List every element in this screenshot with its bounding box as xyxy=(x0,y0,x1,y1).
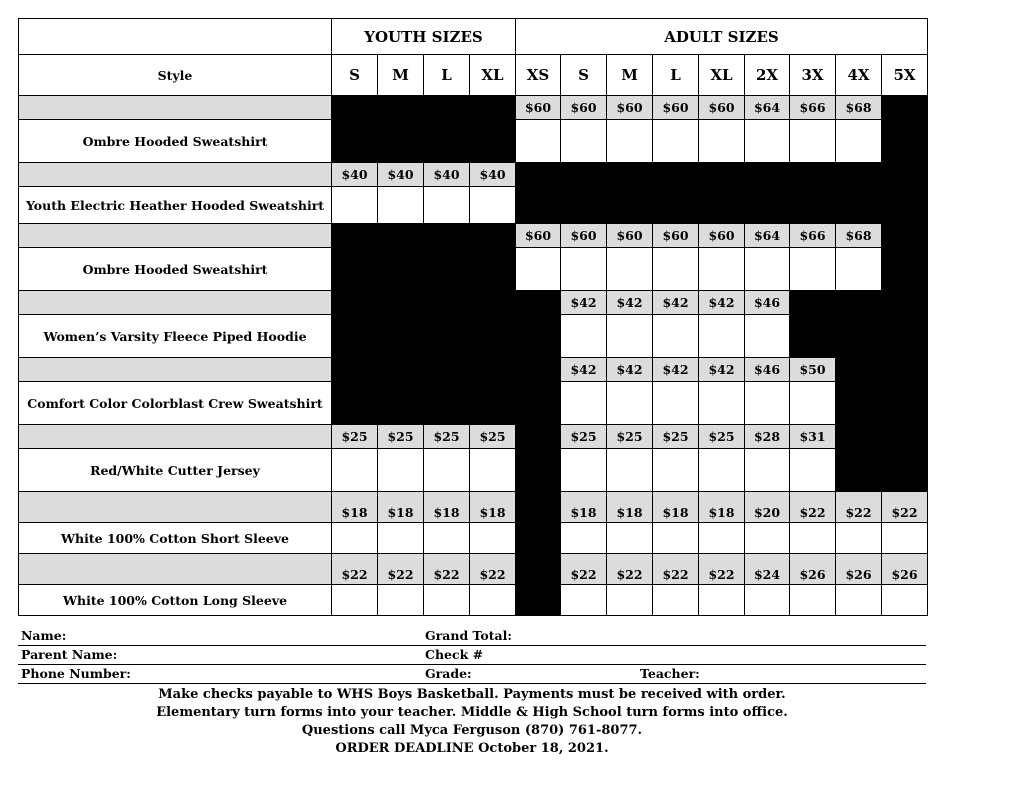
adult-price-cell: $28 xyxy=(745,425,790,449)
price-row-label-cell xyxy=(19,163,332,187)
price-row xyxy=(19,291,928,315)
adult-quantity-entry-cell[interactable] xyxy=(745,382,790,425)
adult-quantity-entry-cell[interactable] xyxy=(882,585,928,616)
name-label: Name: xyxy=(21,628,67,643)
adult-quantity-entry-cell[interactable] xyxy=(607,120,653,163)
unavailable-size-cell xyxy=(607,187,653,224)
grade-label: Grade: xyxy=(425,666,472,681)
item-style-name: White 100% Cotton Long Sleeve xyxy=(19,585,332,616)
phone-number-label: Phone Number: xyxy=(21,666,131,681)
youth-price-cell: $22 xyxy=(470,554,516,585)
blank-header-cell xyxy=(19,19,332,55)
unavailable-size-cell xyxy=(836,291,882,315)
adult-quantity-entry-cell[interactable] xyxy=(745,248,790,291)
unavailable-size-cell xyxy=(516,523,561,554)
youth-quantity-entry-cell[interactable] xyxy=(332,449,378,492)
youth-price-cell: $22 xyxy=(332,554,378,585)
adult-price-cell: $25 xyxy=(607,425,653,449)
adult-price-cell: $60 xyxy=(516,96,561,120)
price-row-label-cell xyxy=(19,291,332,315)
unavailable-size-cell xyxy=(790,187,836,224)
adult-quantity-entry-cell[interactable] xyxy=(561,585,607,616)
order-row xyxy=(19,248,928,291)
adult-price-cell: $46 xyxy=(745,358,790,382)
grand-total-label: Grand Total: xyxy=(425,628,512,643)
unavailable-size-cell xyxy=(516,449,561,492)
unavailable-size-cell xyxy=(882,291,928,315)
adult-price-cell: $42 xyxy=(699,358,745,382)
adult-price-cell: $68 xyxy=(836,224,882,248)
unavailable-size-cell xyxy=(882,120,928,163)
youth-quantity-entry-cell[interactable] xyxy=(378,187,424,224)
adult-quantity-entry-cell[interactable] xyxy=(607,382,653,425)
order-row xyxy=(19,585,928,616)
adult-quantity-entry-cell[interactable] xyxy=(745,315,790,358)
adult-quantity-entry-cell[interactable] xyxy=(790,585,836,616)
order-row xyxy=(19,382,928,425)
unavailable-size-cell xyxy=(332,224,378,248)
youth-quantity-entry-cell[interactable] xyxy=(332,187,378,224)
adult-price-cell: $22 xyxy=(882,492,928,523)
price-row xyxy=(19,224,928,248)
adult-quantity-entry-cell[interactable] xyxy=(836,523,882,554)
youth-price-cell: $18 xyxy=(470,492,516,523)
youth-quantity-entry-cell[interactable] xyxy=(424,523,470,554)
unavailable-size-cell xyxy=(653,163,699,187)
adult-quantity-entry-cell[interactable] xyxy=(653,449,699,492)
unavailable-size-cell xyxy=(470,315,516,358)
unavailable-size-cell xyxy=(516,163,561,187)
unavailable-size-cell xyxy=(378,315,424,358)
adult-quantity-entry-cell[interactable] xyxy=(882,523,928,554)
adult-quantity-entry-cell[interactable] xyxy=(790,120,836,163)
youth-price-cell: $25 xyxy=(378,425,424,449)
adult-size-header: XS xyxy=(516,55,561,96)
unavailable-size-cell xyxy=(378,120,424,163)
unavailable-size-cell xyxy=(424,358,470,382)
adult-quantity-entry-cell[interactable] xyxy=(653,382,699,425)
adult-price-cell: $42 xyxy=(653,291,699,315)
youth-quantity-entry-cell[interactable] xyxy=(378,449,424,492)
youth-price-cell: $40 xyxy=(470,163,516,187)
price-row-label-cell xyxy=(19,96,332,120)
unavailable-size-cell xyxy=(470,291,516,315)
adult-price-cell: $60 xyxy=(561,96,607,120)
unavailable-size-cell xyxy=(882,382,928,425)
group-header-row xyxy=(19,19,928,55)
adult-quantity-entry-cell[interactable] xyxy=(561,120,607,163)
price-row xyxy=(19,425,928,449)
adult-price-cell: $25 xyxy=(561,425,607,449)
youth-price-cell: $25 xyxy=(470,425,516,449)
youth-sizes-heading: YOUTH SIZES xyxy=(332,19,516,55)
price-row-label-cell xyxy=(19,492,332,523)
adult-quantity-entry-cell[interactable] xyxy=(790,248,836,291)
unavailable-size-cell xyxy=(836,425,882,449)
price-row-label-cell xyxy=(19,224,332,248)
price-row-label-cell xyxy=(19,358,332,382)
unavailable-size-cell xyxy=(836,163,882,187)
adult-price-cell: $18 xyxy=(607,492,653,523)
adult-quantity-entry-cell[interactable] xyxy=(653,315,699,358)
teacher-label: Teacher: xyxy=(640,666,700,681)
youth-price-cell: $22 xyxy=(424,554,470,585)
adult-price-cell: $26 xyxy=(836,554,882,585)
youth-price-cell: $22 xyxy=(378,554,424,585)
adult-quantity-entry-cell[interactable] xyxy=(607,585,653,616)
price-row xyxy=(19,554,928,585)
item-style-name: Youth Electric Heather Hooded Sweatshirt xyxy=(19,187,332,224)
youth-quantity-entry-cell[interactable] xyxy=(424,585,470,616)
unavailable-size-cell xyxy=(561,163,607,187)
order-row xyxy=(19,523,928,554)
unavailable-size-cell xyxy=(516,492,561,523)
youth-price-cell: $18 xyxy=(332,492,378,523)
adult-quantity-entry-cell[interactable] xyxy=(699,523,745,554)
price-row xyxy=(19,358,928,382)
unavailable-size-cell xyxy=(332,382,378,425)
adult-size-header: 2X xyxy=(745,55,790,96)
adult-price-cell: $18 xyxy=(561,492,607,523)
adult-quantity-entry-cell[interactable] xyxy=(516,248,561,291)
adult-price-cell: $22 xyxy=(653,554,699,585)
youth-quantity-entry-cell[interactable] xyxy=(470,585,516,616)
adult-quantity-entry-cell[interactable] xyxy=(699,315,745,358)
adult-price-cell: $60 xyxy=(607,96,653,120)
size-header-row xyxy=(19,55,928,96)
unavailable-size-cell xyxy=(424,291,470,315)
adult-quantity-entry-cell[interactable] xyxy=(699,382,745,425)
unavailable-size-cell xyxy=(882,96,928,120)
unavailable-size-cell xyxy=(470,358,516,382)
unavailable-size-cell xyxy=(424,96,470,120)
unavailable-size-cell xyxy=(378,382,424,425)
unavailable-size-cell xyxy=(424,120,470,163)
unavailable-size-cell xyxy=(516,554,561,585)
adult-quantity-entry-cell[interactable] xyxy=(745,585,790,616)
youth-size-header: L xyxy=(424,55,470,96)
price-row xyxy=(19,492,928,523)
youth-size-header: S xyxy=(332,55,378,96)
adult-quantity-entry-cell[interactable] xyxy=(699,248,745,291)
unavailable-size-cell xyxy=(378,358,424,382)
unavailable-size-cell xyxy=(882,358,928,382)
note-questions-contact: Questions call Myca Ferguson (870) 761-8077. xyxy=(301,723,643,738)
unavailable-size-cell xyxy=(424,382,470,425)
unavailable-size-cell xyxy=(882,315,928,358)
adult-size-header: L xyxy=(653,55,699,96)
adult-quantity-entry-cell[interactable] xyxy=(745,523,790,554)
note-order-deadline: ORDER DEADLINE October 18, 2021. xyxy=(335,741,609,756)
adult-quantity-entry-cell[interactable] xyxy=(561,382,607,425)
youth-size-header: XL xyxy=(470,55,516,96)
adult-quantity-entry-cell[interactable] xyxy=(607,248,653,291)
unavailable-size-cell xyxy=(470,224,516,248)
unavailable-size-cell xyxy=(424,248,470,291)
adult-price-cell: $42 xyxy=(561,358,607,382)
adult-quantity-entry-cell[interactable] xyxy=(653,120,699,163)
unavailable-size-cell xyxy=(470,248,516,291)
order-row xyxy=(19,315,928,358)
adult-price-cell: $20 xyxy=(745,492,790,523)
name-line[interactable] xyxy=(18,627,926,646)
adult-quantity-entry-cell[interactable] xyxy=(699,120,745,163)
item-style-name: Ombre Hooded Sweatshirt xyxy=(19,248,332,291)
adult-price-cell: $64 xyxy=(745,96,790,120)
order-row xyxy=(19,120,928,163)
adult-price-cell: $66 xyxy=(790,224,836,248)
order-instructions xyxy=(18,686,926,758)
adult-price-cell: $46 xyxy=(745,291,790,315)
unavailable-size-cell xyxy=(332,248,378,291)
parent-name-line[interactable] xyxy=(18,646,926,665)
adult-price-cell: $60 xyxy=(699,224,745,248)
parent-name-label: Parent Name: xyxy=(21,647,118,662)
price-row xyxy=(19,96,928,120)
adult-quantity-entry-cell[interactable] xyxy=(653,585,699,616)
order-row xyxy=(19,187,928,224)
unavailable-size-cell xyxy=(882,187,928,224)
check-number-label: Check # xyxy=(425,647,484,662)
adult-size-header: 5X xyxy=(882,55,928,96)
unavailable-size-cell xyxy=(607,163,653,187)
youth-price-cell: $25 xyxy=(424,425,470,449)
order-form-table xyxy=(18,18,928,616)
unavailable-size-cell xyxy=(836,449,882,492)
adult-quantity-entry-cell[interactable] xyxy=(561,449,607,492)
unavailable-size-cell xyxy=(516,291,561,315)
adult-price-cell: $68 xyxy=(836,96,882,120)
adult-price-cell: $26 xyxy=(882,554,928,585)
adult-price-cell: $42 xyxy=(561,291,607,315)
unavailable-size-cell xyxy=(882,425,928,449)
adult-size-header: 4X xyxy=(836,55,882,96)
adult-price-cell: $60 xyxy=(561,224,607,248)
unavailable-size-cell xyxy=(470,120,516,163)
adult-size-header: XL xyxy=(699,55,745,96)
unavailable-size-cell xyxy=(332,96,378,120)
youth-price-cell: $18 xyxy=(378,492,424,523)
unavailable-size-cell xyxy=(790,315,836,358)
unavailable-size-cell xyxy=(332,358,378,382)
unavailable-size-cell xyxy=(378,224,424,248)
unavailable-size-cell xyxy=(332,315,378,358)
adult-price-cell: $31 xyxy=(790,425,836,449)
adult-quantity-entry-cell[interactable] xyxy=(653,248,699,291)
adult-price-cell: $42 xyxy=(699,291,745,315)
adult-price-cell: $60 xyxy=(653,96,699,120)
adult-size-header: S xyxy=(561,55,607,96)
unavailable-size-cell xyxy=(882,449,928,492)
unavailable-size-cell xyxy=(516,382,561,425)
adult-quantity-entry-cell[interactable] xyxy=(790,382,836,425)
adult-price-cell: $25 xyxy=(699,425,745,449)
unavailable-size-cell xyxy=(424,315,470,358)
unavailable-size-cell xyxy=(424,224,470,248)
adult-price-cell: $24 xyxy=(745,554,790,585)
adult-quantity-entry-cell[interactable] xyxy=(790,449,836,492)
youth-quantity-entry-cell[interactable] xyxy=(332,523,378,554)
adult-price-cell: $60 xyxy=(699,96,745,120)
unavailable-size-cell xyxy=(516,315,561,358)
unavailable-size-cell xyxy=(790,163,836,187)
unavailable-size-cell xyxy=(378,96,424,120)
adult-price-cell: $42 xyxy=(607,291,653,315)
adult-price-cell: $22 xyxy=(699,554,745,585)
unavailable-size-cell xyxy=(745,163,790,187)
youth-price-cell: $40 xyxy=(332,163,378,187)
adult-quantity-entry-cell[interactable] xyxy=(516,120,561,163)
unavailable-size-cell xyxy=(516,425,561,449)
adult-quantity-entry-cell[interactable] xyxy=(699,585,745,616)
adult-quantity-entry-cell[interactable] xyxy=(745,449,790,492)
youth-price-cell: $25 xyxy=(332,425,378,449)
adult-quantity-entry-cell[interactable] xyxy=(607,449,653,492)
item-style-name: Comfort Color Colorblast Crew Sweatshirt xyxy=(19,382,332,425)
unavailable-size-cell xyxy=(332,120,378,163)
youth-quantity-entry-cell[interactable] xyxy=(378,523,424,554)
unavailable-size-cell xyxy=(790,291,836,315)
style-column-header: Style xyxy=(19,55,332,96)
adult-quantity-entry-cell[interactable] xyxy=(561,248,607,291)
unavailable-size-cell xyxy=(882,224,928,248)
unavailable-size-cell xyxy=(882,163,928,187)
adult-price-cell: $64 xyxy=(745,224,790,248)
item-style-name: White 100% Cotton Short Sleeve xyxy=(19,523,332,554)
adult-quantity-entry-cell[interactable] xyxy=(561,523,607,554)
unavailable-size-cell xyxy=(470,382,516,425)
unavailable-size-cell xyxy=(561,187,607,224)
adult-price-cell: $60 xyxy=(653,224,699,248)
adult-price-cell: $42 xyxy=(607,358,653,382)
unavailable-size-cell xyxy=(516,585,561,616)
phone-line[interactable] xyxy=(18,665,926,684)
adult-quantity-entry-cell[interactable] xyxy=(699,449,745,492)
unavailable-size-cell xyxy=(516,358,561,382)
adult-quantity-entry-cell[interactable] xyxy=(836,120,882,163)
youth-quantity-entry-cell[interactable] xyxy=(470,187,516,224)
adult-quantity-entry-cell[interactable] xyxy=(653,523,699,554)
item-style-name: Red/White Cutter Jersey xyxy=(19,449,332,492)
adult-size-header: M xyxy=(607,55,653,96)
youth-quantity-entry-cell[interactable] xyxy=(470,449,516,492)
youth-size-header: M xyxy=(378,55,424,96)
youth-price-cell: $40 xyxy=(424,163,470,187)
item-style-name: Ombre Hooded Sweatshirt xyxy=(19,120,332,163)
adult-sizes-heading: ADULT SIZES xyxy=(516,19,928,55)
adult-price-cell: $25 xyxy=(653,425,699,449)
adult-price-cell: $22 xyxy=(790,492,836,523)
adult-size-header: 3X xyxy=(790,55,836,96)
note-turn-in-forms: Elementary turn forms into your teacher. Middle & High School turn forms into office. xyxy=(156,705,788,720)
price-row-label-cell xyxy=(19,554,332,585)
adult-price-cell: $60 xyxy=(516,224,561,248)
unavailable-size-cell xyxy=(745,187,790,224)
adult-quantity-entry-cell[interactable] xyxy=(836,248,882,291)
adult-quantity-entry-cell[interactable] xyxy=(790,523,836,554)
unavailable-size-cell xyxy=(836,315,882,358)
unavailable-size-cell xyxy=(378,291,424,315)
adult-quantity-entry-cell[interactable] xyxy=(561,315,607,358)
youth-quantity-entry-cell[interactable] xyxy=(470,523,516,554)
adult-price-cell: $22 xyxy=(561,554,607,585)
adult-quantity-entry-cell[interactable] xyxy=(745,120,790,163)
unavailable-size-cell xyxy=(653,187,699,224)
unavailable-size-cell xyxy=(332,291,378,315)
note-checks-payable: Make checks payable to WHS Boys Basketball. Payments must be received with order. xyxy=(158,687,786,702)
adult-price-cell: $22 xyxy=(607,554,653,585)
order-row xyxy=(19,449,928,492)
youth-quantity-entry-cell[interactable] xyxy=(424,187,470,224)
adult-price-cell: $22 xyxy=(836,492,882,523)
adult-quantity-entry-cell[interactable] xyxy=(607,523,653,554)
unavailable-size-cell xyxy=(470,96,516,120)
youth-price-cell: $18 xyxy=(424,492,470,523)
youth-price-cell: $40 xyxy=(378,163,424,187)
unavailable-size-cell xyxy=(699,163,745,187)
unavailable-size-cell xyxy=(836,382,882,425)
unavailable-size-cell xyxy=(516,187,561,224)
adult-quantity-entry-cell[interactable] xyxy=(836,585,882,616)
item-style-name: Women’s Varsity Fleece Piped Hoodie xyxy=(19,315,332,358)
unavailable-size-cell xyxy=(378,248,424,291)
adult-price-cell: $66 xyxy=(790,96,836,120)
youth-quantity-entry-cell[interactable] xyxy=(332,585,378,616)
adult-price-cell: $26 xyxy=(790,554,836,585)
unavailable-size-cell xyxy=(836,358,882,382)
youth-quantity-entry-cell[interactable] xyxy=(424,449,470,492)
adult-quantity-entry-cell[interactable] xyxy=(607,315,653,358)
adult-price-cell: $18 xyxy=(699,492,745,523)
unavailable-size-cell xyxy=(836,187,882,224)
youth-quantity-entry-cell[interactable] xyxy=(378,585,424,616)
price-row xyxy=(19,163,928,187)
price-row-label-cell xyxy=(19,425,332,449)
unavailable-size-cell xyxy=(882,248,928,291)
adult-price-cell: $50 xyxy=(790,358,836,382)
unavailable-size-cell xyxy=(699,187,745,224)
adult-price-cell: $60 xyxy=(607,224,653,248)
adult-price-cell: $18 xyxy=(653,492,699,523)
adult-price-cell: $42 xyxy=(653,358,699,382)
